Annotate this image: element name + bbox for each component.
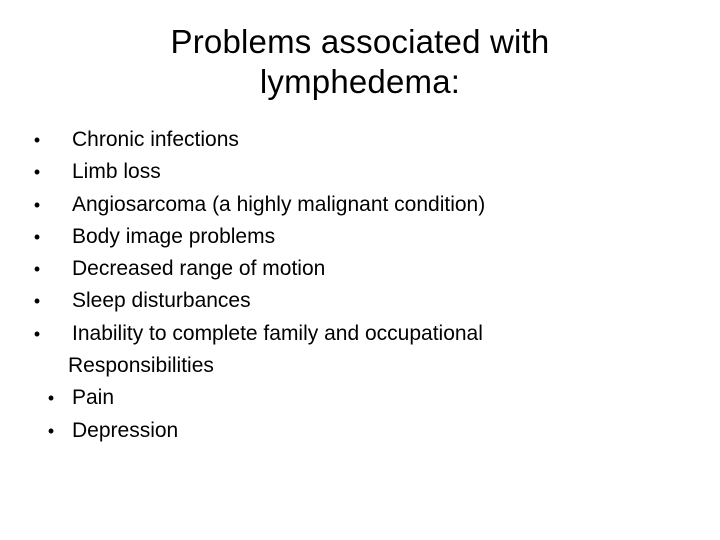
list-item xyxy=(30,318,670,350)
list-item-text: Sleep disturbances xyxy=(72,289,251,313)
list-item xyxy=(30,285,670,317)
list-item xyxy=(30,382,670,414)
list-item xyxy=(30,221,670,253)
list-item xyxy=(30,189,670,221)
slide-title-line-2: lymphedema: xyxy=(259,63,461,100)
bullet-icon: • xyxy=(47,388,55,409)
bullet-icon: • xyxy=(47,420,55,441)
list-item-text: Angiosarcoma (a highly malignant condition) xyxy=(72,192,486,216)
slide-title xyxy=(110,22,610,102)
list-item-text: Body image problems xyxy=(72,224,276,248)
list-item xyxy=(30,415,670,447)
list-item-text: Depression xyxy=(72,418,179,442)
bullet-icon: • xyxy=(33,130,41,150)
bullet-icon: • xyxy=(33,259,41,280)
bullet-icon: • xyxy=(33,291,41,312)
list-item-text: Chronic infections xyxy=(72,128,239,151)
bullet-icon: • xyxy=(33,162,41,183)
list-item-text: Decreased range of motion xyxy=(72,257,326,281)
list-item xyxy=(30,124,670,156)
slide-title-line-1: Problems associated with xyxy=(170,23,550,60)
bullet-icon: • xyxy=(33,323,41,344)
bullet-icon: • xyxy=(33,226,41,247)
list-item xyxy=(30,253,670,285)
list-item-text: Inability to complete family and occupational xyxy=(72,321,483,345)
list-item xyxy=(30,156,670,188)
list-item-text: Limb loss xyxy=(72,160,161,184)
list-item-continuation xyxy=(30,350,670,382)
problem-list xyxy=(30,124,670,447)
bullet-icon: • xyxy=(33,194,41,215)
list-item-text: Pain xyxy=(72,386,115,410)
list-item-text: Responsibilities xyxy=(68,354,214,378)
